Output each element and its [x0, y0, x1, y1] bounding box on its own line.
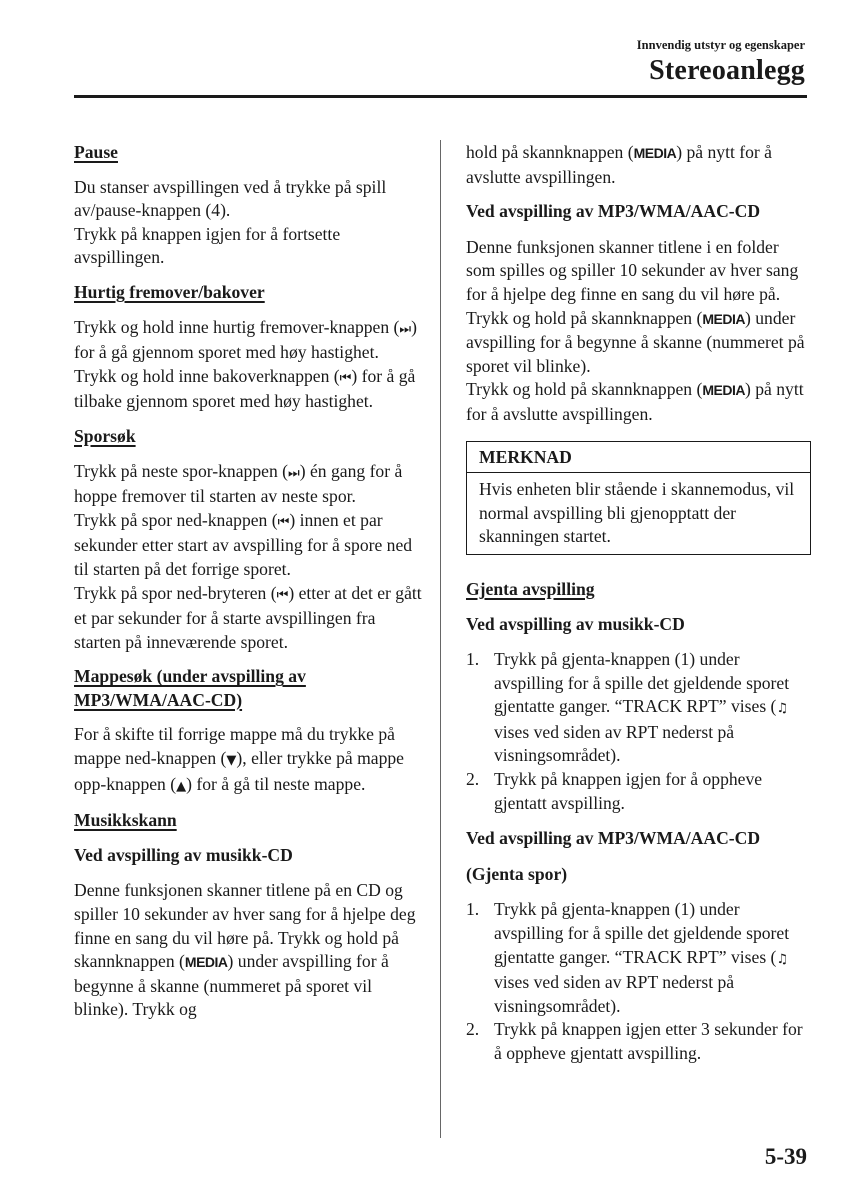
text-run: ) under avspilling for å begynne å skanne (nummeret på sporet vil blinke). Trykk og	[74, 951, 389, 1020]
subheading-repeat-music-cd: Ved avspilling av musikk-CD	[466, 613, 685, 634]
note-box	[466, 441, 811, 555]
note-title: MERKNAD	[467, 442, 810, 474]
heading-track-search: Sporsøk	[74, 425, 136, 446]
text-run: ) på nytt for å avslutte avspillingen.	[466, 379, 804, 424]
heading-line: MP3/WMA/AAC-CD)	[74, 689, 243, 710]
right-column	[466, 141, 811, 1078]
up-arrow-icon: ▲	[176, 778, 187, 794]
list-item	[466, 1018, 811, 1065]
text-run: Trykk på knappen igjen for å oppheve gjentatt avspilling.	[494, 769, 763, 813]
next-track-icon: ⏭	[399, 321, 412, 337]
list-item	[466, 648, 811, 768]
column-divider	[440, 140, 441, 1138]
pause-text-2: Trykk på knappen igjen for å fortsette avspillingen.	[74, 223, 341, 268]
scan-continued-text	[466, 141, 811, 189]
media-button-icon: MEDIA	[184, 954, 228, 971]
note-body: Hvis enheten blir stående i skannemodus, vil normal avspilling bli gjenopptatt der skanningen startet.	[479, 479, 795, 547]
previous-track-icon: ⏮	[276, 587, 289, 603]
page-title: Stereoanlegg	[649, 55, 805, 86]
subheading-repeat-mp3: Ved avspilling av MP3/WMA/AAC-CD	[466, 828, 761, 849]
repeat-steps-mp3	[466, 898, 811, 1065]
text-run: vises ved siden av RPT nederst på visningsområdet).	[494, 972, 735, 1016]
subheading-mp3-scan: Ved avspilling av MP3/WMA/AAC-CD	[466, 201, 761, 222]
subheading-repeat-track: (Gjenta spor)	[466, 863, 568, 884]
pause-text	[74, 176, 422, 270]
text-run: Denne funksjonen skanner titlene i en folder som spilles og spiller 10 sekunder av hver sang for å hjelpe deg finne en sang du vil høre på. Trykk og hold på skannknappen (	[466, 236, 799, 328]
subheading-music-cd: Ved avspilling av musikk-CD	[74, 844, 293, 865]
heading-repeat: Gjenta avspilling	[466, 578, 595, 599]
previous-track-icon: ⏮	[277, 514, 290, 530]
step-number: 2.	[466, 769, 480, 790]
heading-folder-search	[74, 665, 422, 712]
pause-text-1: Du stanser avspillingen ved å trykke på spill av/pause-knappen (4).	[74, 176, 387, 221]
media-button-icon: MEDIA	[702, 310, 745, 327]
heading-pause: Pause	[74, 142, 118, 162]
text-run: ) for å gå tilbake gjennom sporet med høy hastighet.	[74, 365, 416, 412]
repeat-steps-music-cd	[466, 648, 811, 815]
step-number: 1.	[466, 899, 480, 920]
text-run: Denne funksjonen skanner titlene på en CD og spiller 10 sekunder av hver sang for å hjelpe deg finne en sang du vil høre på. Trykk og hold på skannknappen (	[74, 880, 416, 972]
down-arrow-icon: ▼	[226, 753, 237, 769]
text-run: Trykk på gjenta-knappen (1) under avspilling for å spille det gjeldende sporet gjentatte ganger. “TRACK RPT” vises (	[494, 649, 790, 717]
step-number: 2.	[466, 1019, 480, 1040]
step-number: 1.	[466, 649, 480, 670]
music-scan-text	[74, 879, 422, 1022]
left-column	[74, 141, 422, 1033]
text-run: ) én gang for å hoppe fremover til starten av neste spor.	[74, 460, 403, 507]
text-run: hold på skannknappen (	[466, 142, 634, 162]
text-run: Trykk på knappen igjen etter 3 sekunder for å oppheve gjentatt avspilling.	[494, 1019, 803, 1063]
text-run: Trykk og hold på skannknappen (	[466, 379, 703, 400]
track-search-text	[74, 460, 422, 655]
mp3-scan-text	[466, 236, 811, 427]
text-run: For å skifte til forrige mappe må du trykke på mappe ned-knappen (	[74, 724, 395, 769]
text-run: vises ved siden av RPT nederst på visningsområdet).	[494, 721, 735, 766]
text-run: ) etter at det er gått et par sekunder for å starte avspillingen fra starten på inneværende sporet.	[74, 582, 422, 652]
text-run: ) for å gå til neste mappe.	[186, 773, 366, 794]
previous-track-icon: ⏮	[339, 370, 352, 386]
music-note-icon: ♫	[776, 951, 789, 967]
fast-forward-text	[74, 316, 422, 414]
list-item	[466, 898, 811, 1018]
text-run: Trykk på spor ned-bryteren (	[74, 582, 277, 603]
heading-music-scan: Musikkskann	[74, 810, 177, 831]
text-run: ) på nytt for å avslutte avspillingen.	[466, 142, 772, 187]
next-track-icon: ⏭	[288, 465, 300, 481]
page-number: 5-39	[764, 1144, 807, 1169]
heading-fast-forward: Hurtig fremover/bakover	[74, 281, 265, 302]
heading-line: Mappesøk (under avspilling av	[74, 666, 306, 687]
music-note-icon: ♫	[776, 701, 789, 717]
text-run: Trykk på gjenta-knappen (1) under avspilling for å spille det gjeldende sporet gjentatte ganger. “TRACK RPT” vises (	[494, 899, 790, 967]
text-run: ), eller trykke på mappe opp-knappen (	[74, 748, 404, 794]
header-rule	[74, 95, 807, 98]
list-item	[466, 768, 811, 815]
text-run: Trykk og hold inne hurtig fremover-knappen (	[74, 316, 400, 337]
folder-search-text	[74, 723, 422, 798]
text-run: ) under avspilling for å begynne å skanne (nummeret på sporet vil blinke).	[466, 307, 805, 376]
text-run: Trykk på spor ned-knappen (	[74, 509, 278, 530]
text-run: ) innen et par sekunder etter start av avspilling for å spore ned til starten på det forrige sporet.	[74, 509, 413, 579]
media-button-icon: MEDIA	[633, 145, 677, 161]
header-section-label: Innvendig utstyr og egenskaper	[636, 38, 805, 52]
text-run: Trykk på neste spor-knappen (	[74, 460, 288, 481]
text-run: ) for å gå gjennom sporet med høy hastighet. Trykk og hold inne bakoverknappen (	[74, 316, 417, 386]
media-button-icon: MEDIA	[702, 382, 745, 399]
